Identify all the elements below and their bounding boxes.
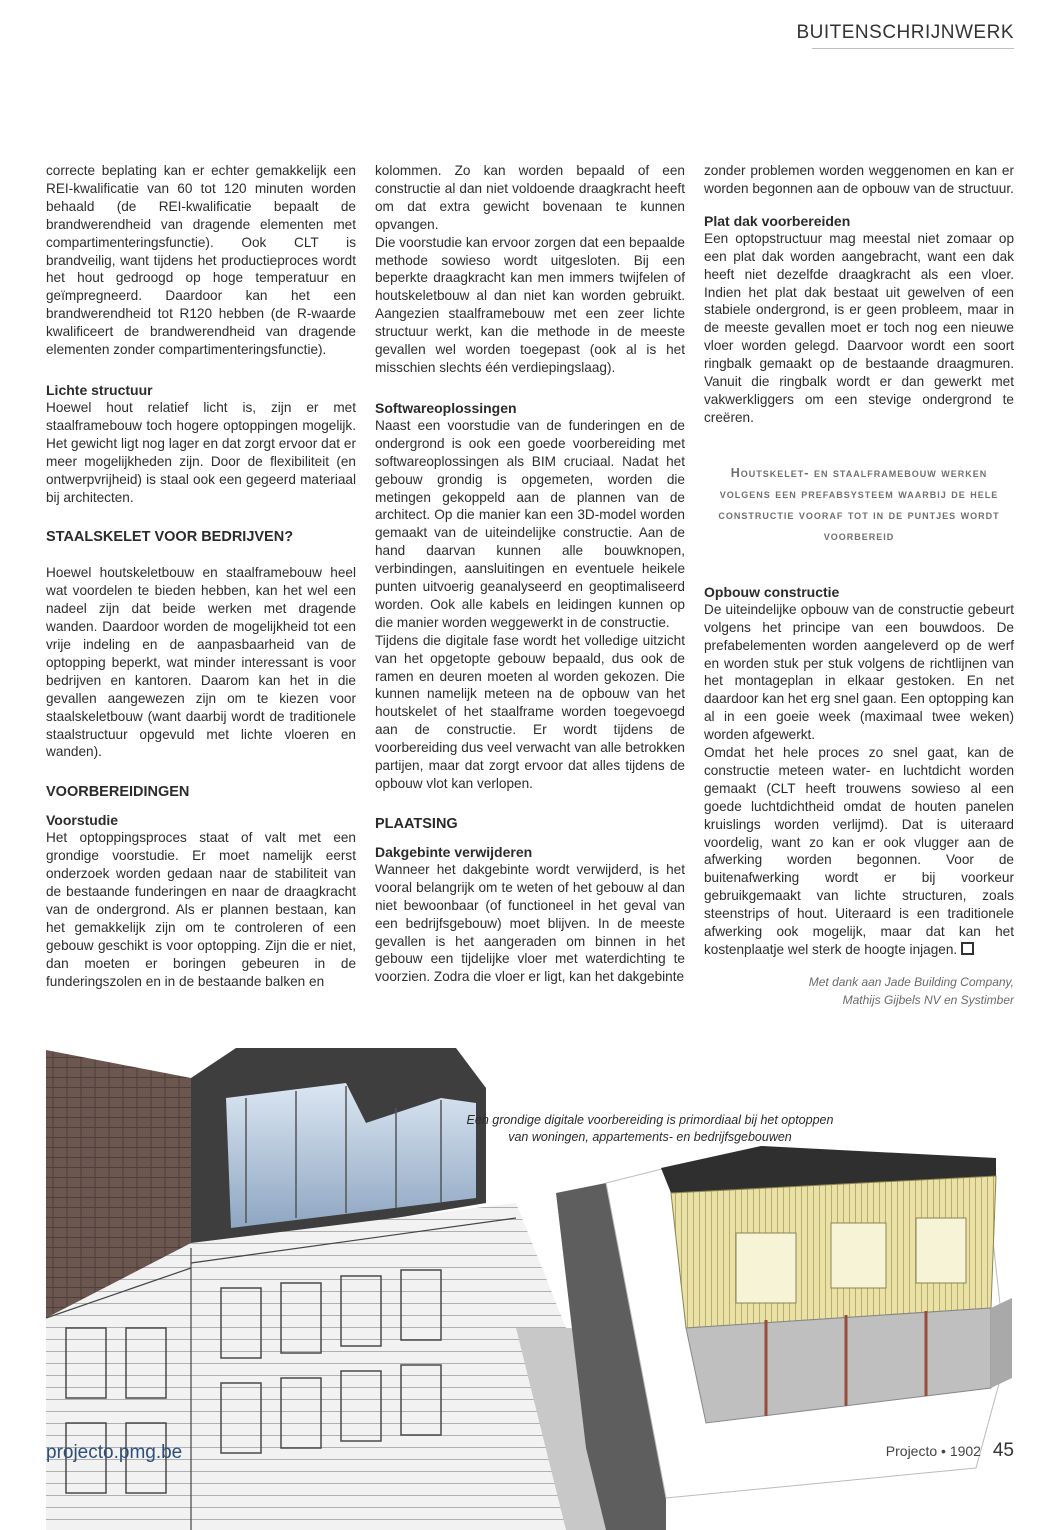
paragraph: kolommen. Zo kan worden bepaald of een constructie al dan niet voldoende draagkracht heeft om dat extra gewicht bovenaan te kunnen opvangen. <box>375 163 685 232</box>
footer-url[interactable]: projecto.pmg.be <box>46 1442 183 1463</box>
paragraph: Omdat het hele proces zo snel gaat, kan de constructie meteen water- en luchtdicht worden gemaakt (CLT heeft trouwens sowieso al een goede luchtdichtheid omdat de houten panelen kruislings worden verlijmd). Dat is uiteraard voordelig, want zo kan er ook vlugger aan de afwerking worden begonnen. Voor de buitenafwerking wordt er bij voorkeur gebruikgemaakt van lichte structuren, zoals steenstrips of hout. Uiteraard is een traditionele afwerking ook mogelijk, maar dat kan het kostenplaatje wel sterk de hoogte injagen. <box>704 745 1014 957</box>
column-2 <box>375 162 685 986</box>
paragraph: Wanneer het dakgebinte wordt verwijderd, is het vooral belangrijk om te weten of het gebouw al dan niet bewoonbaar (of functioneel in het geval van een bedrijfsgebouw) moet blijven. In de meeste gevallen is het aangeraden om binnen in het gebouw een tijdelijke vloer met waterdichting te voorzien. Zodra die vloer er ligt, kan het dakgebinte <box>375 861 685 985</box>
paragraph: Hoewel houtskeletbouw en staalframebouw heel wat voordelen te bieden hebben, kan het wel een nadeel zijn dat beide werken met dragende wanden. Daardoor worden de mogelijkheid tot een vrije indeling en de aanpasbaarheid van de optopping beperkt, wat minder interessant is voor bedrijven en kantoren. Daarom kan het in die gevallen aangewezen zijn om te kiezen voor staalskeletbouw (want daarbij wordt de traditionele staalstructuur opgevuld met lichte vloeren en wanden). <box>46 565 356 760</box>
section-rule <box>812 48 1014 49</box>
paragraph: Tijdens die digitale fase wordt het volledige uitzicht van het opgetopte gebouw bepaald, dus ook de ramen en deuren moeten al worden gekozen. Die kunnen namelijk meteen na de opbouw van het houtskelet of het staalframe worden toegevoegd aan de constructie. Er wordt tijdens de voorbereiding dus veel verwacht van alle betrokken partijen, maar dat zorgt ervoor dat alles tijdens de opbouw vlot kan verlopen. <box>375 632 685 791</box>
subheading-opbouw: Opbouw constructie <box>704 583 840 600</box>
column-3 <box>704 162 1014 1009</box>
paragraph: Die voorstudie kan ervoor zorgen dat een bepaalde methode sowieso wordt uitgesloten. Bij een beperkte draagkracht kan men immers twijfelen of houtskeletbouw al dan niet kan worden gebruikt. Aangezien staalframebouw met een zeer lichte structuur werkt, kan die methode in de meeste gevallen wel worden toegepast (ook al is het misschien slechts één verdiepingslaag). <box>375 234 685 375</box>
heading-voorbereidingen: VOORBEREIDINGEN <box>46 784 190 801</box>
subheading-softwareoplossingen: Softwareoplossingen <box>375 399 517 416</box>
paragraph: Naast een voorstudie van de funderingen en de ondergrond is ook een goede voorbereiding met softwareoplossingen als BIM cruciaal. Nadat het gebouw grondig is opgemeten, worden die metingen gekoppeld aan de plannen van de architect. Op die manier kan een 3D-model worden gemaakt van de uiteindelijke constructie. Aan de hand daarvan kunnen alle bouwknopen, verbindingen, aansluitingen en eventuele heikele punten uitvoerig geanalyseerd en geoptimaliseerd worden. Ook alle kabels en leidingen kunnen op die manier worden weggewerkt in de constructie. <box>375 417 685 630</box>
section-label: BUITENSCHRIJNWERK <box>796 22 1014 43</box>
heading-plaatsing: PLAATSING <box>375 815 458 832</box>
paragraph: Hoewel hout relatief licht is, zijn er met staalframebouw toch hogere optoppingen mogelijk. Het gewicht ligt nog lager en dat zorgt ervoor dat er meer mogelijkheden zijn. Door de flexibiliteit (en ontwerpvrijheid) is staal ook een gegeerd materiaal bij architecten. <box>46 399 356 505</box>
building-3d-illustration <box>46 1028 1012 1530</box>
pull-quote: Houtskelet- en staalframebouw werken volgens een prefabsysteem waarbij de hele constructie vooraf tot in de puntjes wordt voorbereid <box>718 465 1000 543</box>
paragraph: zonder problemen worden weggenomen en kan er worden begonnen aan de opbouw van de structuur. <box>704 163 1014 196</box>
paragraph: De uiteindelijke opbouw van de constructie gebeurt volgens het principe van een bouwdoos. De prefabelementen worden aangeleverd op de werf en worden stuk per stuk volgens de richtlijnen van het montageplan in elkaar gestoken. En net daardoor kan het erg snel gaan. Een optopping kan al in een goeie week (maximaal twee weken) worden afgewerkt. <box>704 601 1014 743</box>
paragraph: Een optopstructuur mag meestal niet zomaar op een plat dak worden aangebracht, want een dak heeft niet dezelfde draagkracht als een vloer. Indien het plat dak bestaat uit gewelven of een stabiele ondergrond, is er geen probleem, maar in de meeste gevallen moet er toch nog een nieuwe vloer worden gelegd. Daarvoor wordt een soort ringbalk gemaakt op de bestaande draagmuren. Vanuit die ringbalk wordt er dan gewerkt met vakwerkliggers om een stevige ondergrond te creëren. <box>704 230 1014 425</box>
end-mark-icon <box>961 942 974 955</box>
paragraph: correcte beplating kan er echter gemakkelijk een REI-kwalificatie van 60 tot 120 minuten worden behaald (de REI-kwalificatie bepaalt de brandwerendheid van dragende elementen met compartimenteringsfunctie). Ook CLT is brandveilig, want tijdens het productieproces wordt het hout gedroogd op hoge temperatuur en geïmpregneerd. Daardoor kan het een brandwerendheid tot R120 hebben (de R-waarde kwalificeert de brandwerendheid van dragende elementen zonder compartimenteringsfunctie). <box>46 163 356 358</box>
figure-caption: Een grondige digitale voorbereiding is primordiaal bij het optoppen van woningen, appartements- en bedrijfsgebouwen <box>466 1113 834 1144</box>
subheading-lichte-structuur: Lichte structuur <box>46 381 153 398</box>
subheading-dakgebinte: Dakgebinte verwijderen <box>375 843 533 860</box>
paragraph: Het optoppingsproces staat of valt met een grondige voorstudie. Er moet namelijk eerst onderzoek worden gedaan naar de stabiliteit van de bestaande funderingen en naar de draagkracht van de ondergrond. Als er plannen bestaan, kan het gemakkelijk zijn om te controleren of een gebouw geschikt is voor optopping. Zijn die er niet, dan moeten er boringen gebeuren in de funderingszolen en in de bestaande balken en <box>46 830 356 989</box>
heading-staalskelet: STAALSKELET VOOR BEDRIJVEN? <box>46 529 294 546</box>
subheading-voorstudie: Voorstudie <box>46 812 119 829</box>
subheading-plat-dak: Plat dak voorbereiden <box>704 212 851 229</box>
footer-info <box>886 1440 1014 1462</box>
credits: Met dank aan Jade Building Company, Mathijs Gijbels NV en Systimber <box>808 974 1014 1007</box>
column-1 <box>46 162 356 991</box>
magazine-issue: Projecto • 1902 <box>885 1443 981 1459</box>
page-number: 45 <box>992 1440 1014 1461</box>
